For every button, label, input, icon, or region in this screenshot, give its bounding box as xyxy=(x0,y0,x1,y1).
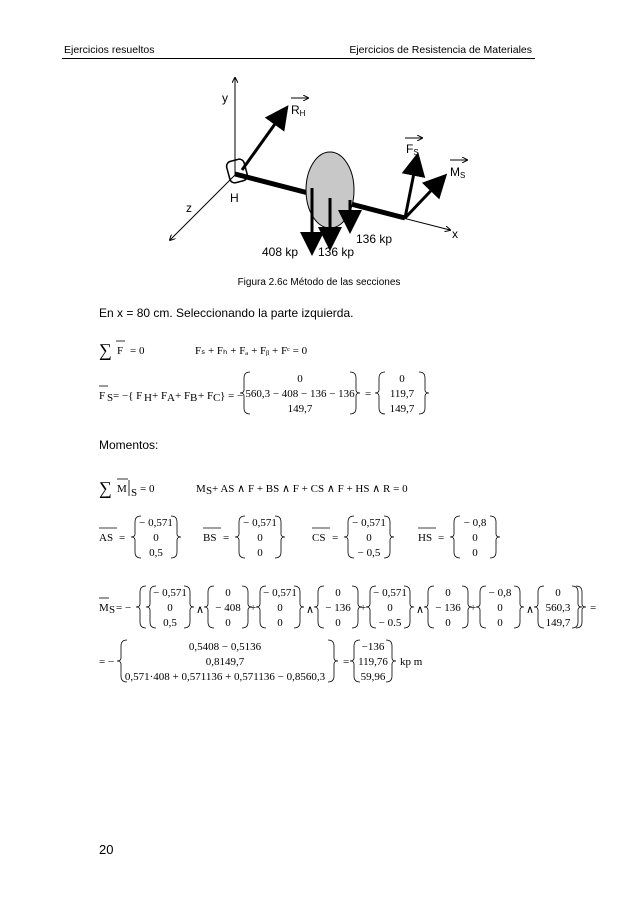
svg-text:=: = xyxy=(119,532,126,544)
svg-text:0,5: 0,5 xyxy=(163,617,177,629)
svg-text:= −: = − xyxy=(99,656,115,668)
svg-text:−136: −136 xyxy=(361,641,385,653)
svg-text:0: 0 xyxy=(153,532,159,544)
svg-text:M: M xyxy=(196,483,206,495)
label-136a: 136 kp xyxy=(318,245,355,259)
svg-text:0,571·408 + 0,571136 + 0,57113: 0,571·408 + 0,571136 + 0,571136 − 0,8560,3 xyxy=(124,671,326,683)
vector-hs xyxy=(464,517,487,559)
vector-bs-label: BS xyxy=(203,532,217,544)
position-vectors xyxy=(0,510,638,566)
svg-text:+: + xyxy=(470,602,477,614)
cross-a-3 xyxy=(489,587,512,629)
svg-text:=: = xyxy=(590,602,597,614)
header-right: Ejercicios de Resistencia de Materiales xyxy=(349,44,532,56)
cross-a-0 xyxy=(153,587,187,629)
svg-text:119,76: 119,76 xyxy=(358,656,388,668)
svg-text:H: H xyxy=(144,392,152,404)
svg-text:M: M xyxy=(99,602,109,614)
svg-text:− 408: − 408 xyxy=(215,602,241,614)
equation-fs xyxy=(0,366,638,420)
label-z: z xyxy=(186,201,192,215)
label-fs: F xyxy=(406,142,414,156)
svg-text:Fₛ + Fₕ + Fₐ + Fᵦ + Fᶜ = 0: Fₛ + Fₕ + Fₐ + Fᵦ + Fᶜ = 0 xyxy=(195,345,308,357)
svg-text:− 0,8: − 0,8 xyxy=(463,517,487,529)
svg-text:kp m: kp m xyxy=(400,656,423,668)
svg-text:0: 0 xyxy=(555,587,561,599)
svg-text:0: 0 xyxy=(445,617,451,629)
svg-text:=: = xyxy=(332,532,339,544)
svg-text:S: S xyxy=(206,485,213,497)
svg-text:0: 0 xyxy=(497,602,503,614)
svg-text:0,8149,7: 0,8149,7 xyxy=(205,656,245,668)
cross-b-3 xyxy=(546,587,571,629)
svg-text:∑: ∑ xyxy=(99,340,112,360)
svg-text:∧: ∧ xyxy=(196,604,205,616)
vector-bs xyxy=(243,517,277,559)
label-136b: 136 kp xyxy=(356,232,393,246)
svg-text:0: 0 xyxy=(472,547,478,559)
svg-text:149,7: 149,7 xyxy=(545,617,571,629)
svg-text:− 0.5: − 0.5 xyxy=(378,617,402,629)
svg-text:0: 0 xyxy=(387,602,393,614)
header-left: Ejercicios resueltos xyxy=(64,44,155,56)
svg-text:F: F xyxy=(99,390,106,402)
svg-text:∧: ∧ xyxy=(526,604,535,616)
svg-text:A: A xyxy=(167,392,175,404)
svg-text:560,3 − 408 − 136 − 136: 560,3 − 408 − 136 − 136 xyxy=(245,388,355,400)
page-number: 20 xyxy=(99,842,114,857)
svg-text:− 0,571: − 0,571 xyxy=(139,517,173,529)
svg-text:0: 0 xyxy=(366,532,372,544)
cross-b-0 xyxy=(215,587,241,629)
label-h: H xyxy=(230,191,239,205)
bearing-h xyxy=(225,158,248,184)
svg-text:− 136: − 136 xyxy=(435,602,461,614)
svg-text:560,3: 560,3 xyxy=(545,602,571,614)
svg-text:0: 0 xyxy=(167,602,173,614)
figure-caption: Figura 2.6c Método de las secciones xyxy=(237,277,401,288)
svg-text:MS: MS xyxy=(450,165,466,180)
svg-text:+ F: + F xyxy=(175,390,191,402)
svg-text:= 0: = 0 xyxy=(130,345,145,357)
vector-hs-label: HS xyxy=(418,532,433,544)
svg-text:F: F xyxy=(117,345,124,357)
svg-text:∑: ∑ xyxy=(99,478,112,498)
svg-text:0: 0 xyxy=(399,373,405,385)
svg-text:− 136: − 136 xyxy=(325,602,351,614)
svg-text:0: 0 xyxy=(297,373,303,385)
svg-text:+ F: + F xyxy=(152,390,168,402)
svg-text:= 0: = 0 xyxy=(140,483,155,495)
svg-text:0: 0 xyxy=(335,587,341,599)
cross-a-2 xyxy=(373,587,407,629)
svg-text:0: 0 xyxy=(335,617,341,629)
svg-text:59,96: 59,96 xyxy=(360,671,386,683)
svg-text:=: = xyxy=(223,532,230,544)
intro-text: En x = 80 cm. Seleccionando la parte izquierda. xyxy=(99,306,354,320)
section-method-figure xyxy=(150,70,490,270)
vector-cs xyxy=(352,517,386,559)
svg-text:0,5: 0,5 xyxy=(149,547,163,559)
svg-text:− 0,571: − 0,571 xyxy=(153,587,187,599)
svg-text:149,7: 149,7 xyxy=(287,403,313,415)
svg-text:119,7: 119,7 xyxy=(389,388,415,400)
equation-ms-cross xyxy=(0,580,638,636)
svg-text:=: = xyxy=(438,532,445,544)
svg-text:+ F: + F xyxy=(198,390,214,402)
svg-text:+: + xyxy=(250,602,257,614)
cross-a-1 xyxy=(263,587,297,629)
svg-text:=: = xyxy=(343,656,350,668)
label-408: 408 kp xyxy=(262,245,299,259)
svg-text:149,7: 149,7 xyxy=(389,403,415,415)
svg-text:0: 0 xyxy=(225,617,231,629)
svg-text:FS: FS xyxy=(406,142,419,157)
force-rh xyxy=(242,110,285,170)
svg-text:} = −: } = − xyxy=(220,390,244,402)
svg-text:S: S xyxy=(131,487,138,499)
svg-text:RH: RH xyxy=(291,103,306,118)
svg-text:0: 0 xyxy=(277,617,283,629)
label-y: y xyxy=(222,91,228,105)
equation-moment-sum xyxy=(0,474,638,502)
svg-text:+ AS ∧ F + BS ∧ F + CS ∧ F: + AS ∧ F + BS ∧ F + CS ∧ F + HS ∧ R = 0 xyxy=(212,483,408,495)
svg-text:= −{ F: = −{ F xyxy=(113,390,143,402)
vector-as xyxy=(139,517,173,559)
svg-text:0: 0 xyxy=(225,587,231,599)
momentos-heading: Momentos: xyxy=(99,438,159,452)
svg-text:C: C xyxy=(213,392,221,404)
z-axis xyxy=(170,175,235,240)
svg-text:0,5408 − 0,5136: 0,5408 − 0,5136 xyxy=(188,641,262,653)
equation-ms-result xyxy=(0,634,638,690)
svg-text:M: M xyxy=(117,483,127,495)
cross-b-1 xyxy=(325,587,351,629)
equation-force-sum xyxy=(0,336,638,364)
vector-cs-label: CS xyxy=(312,532,326,544)
svg-text:0: 0 xyxy=(472,532,478,544)
svg-text:S: S xyxy=(107,392,114,404)
label-rh: R xyxy=(291,103,300,117)
svg-text:0: 0 xyxy=(257,547,263,559)
label-x: x xyxy=(452,227,458,241)
svg-text:S: S xyxy=(109,604,116,616)
svg-text:+: + xyxy=(360,602,367,614)
svg-text:=: = xyxy=(365,388,372,400)
svg-text:0: 0 xyxy=(277,602,283,614)
svg-text:= −: = − xyxy=(116,602,132,614)
header-rule xyxy=(62,58,535,59)
svg-text:0: 0 xyxy=(445,587,451,599)
svg-text:0: 0 xyxy=(257,532,263,544)
svg-text:− 0,571: − 0,571 xyxy=(243,517,277,529)
cross-b-2 xyxy=(435,587,461,629)
svg-text:∧: ∧ xyxy=(306,604,315,616)
svg-text:0: 0 xyxy=(497,617,503,629)
svg-text:− 0,5: − 0,5 xyxy=(357,547,381,559)
svg-text:− 0,571: − 0,571 xyxy=(263,587,297,599)
svg-text:∧: ∧ xyxy=(416,604,425,616)
vector-as-label: AS xyxy=(99,532,114,544)
svg-text:B: B xyxy=(190,392,198,404)
svg-text:− 0,8: − 0,8 xyxy=(488,587,512,599)
svg-text:− 0,571: − 0,571 xyxy=(352,517,386,529)
svg-text:− 0,571: − 0,571 xyxy=(373,587,407,599)
label-ms: M xyxy=(450,165,460,179)
